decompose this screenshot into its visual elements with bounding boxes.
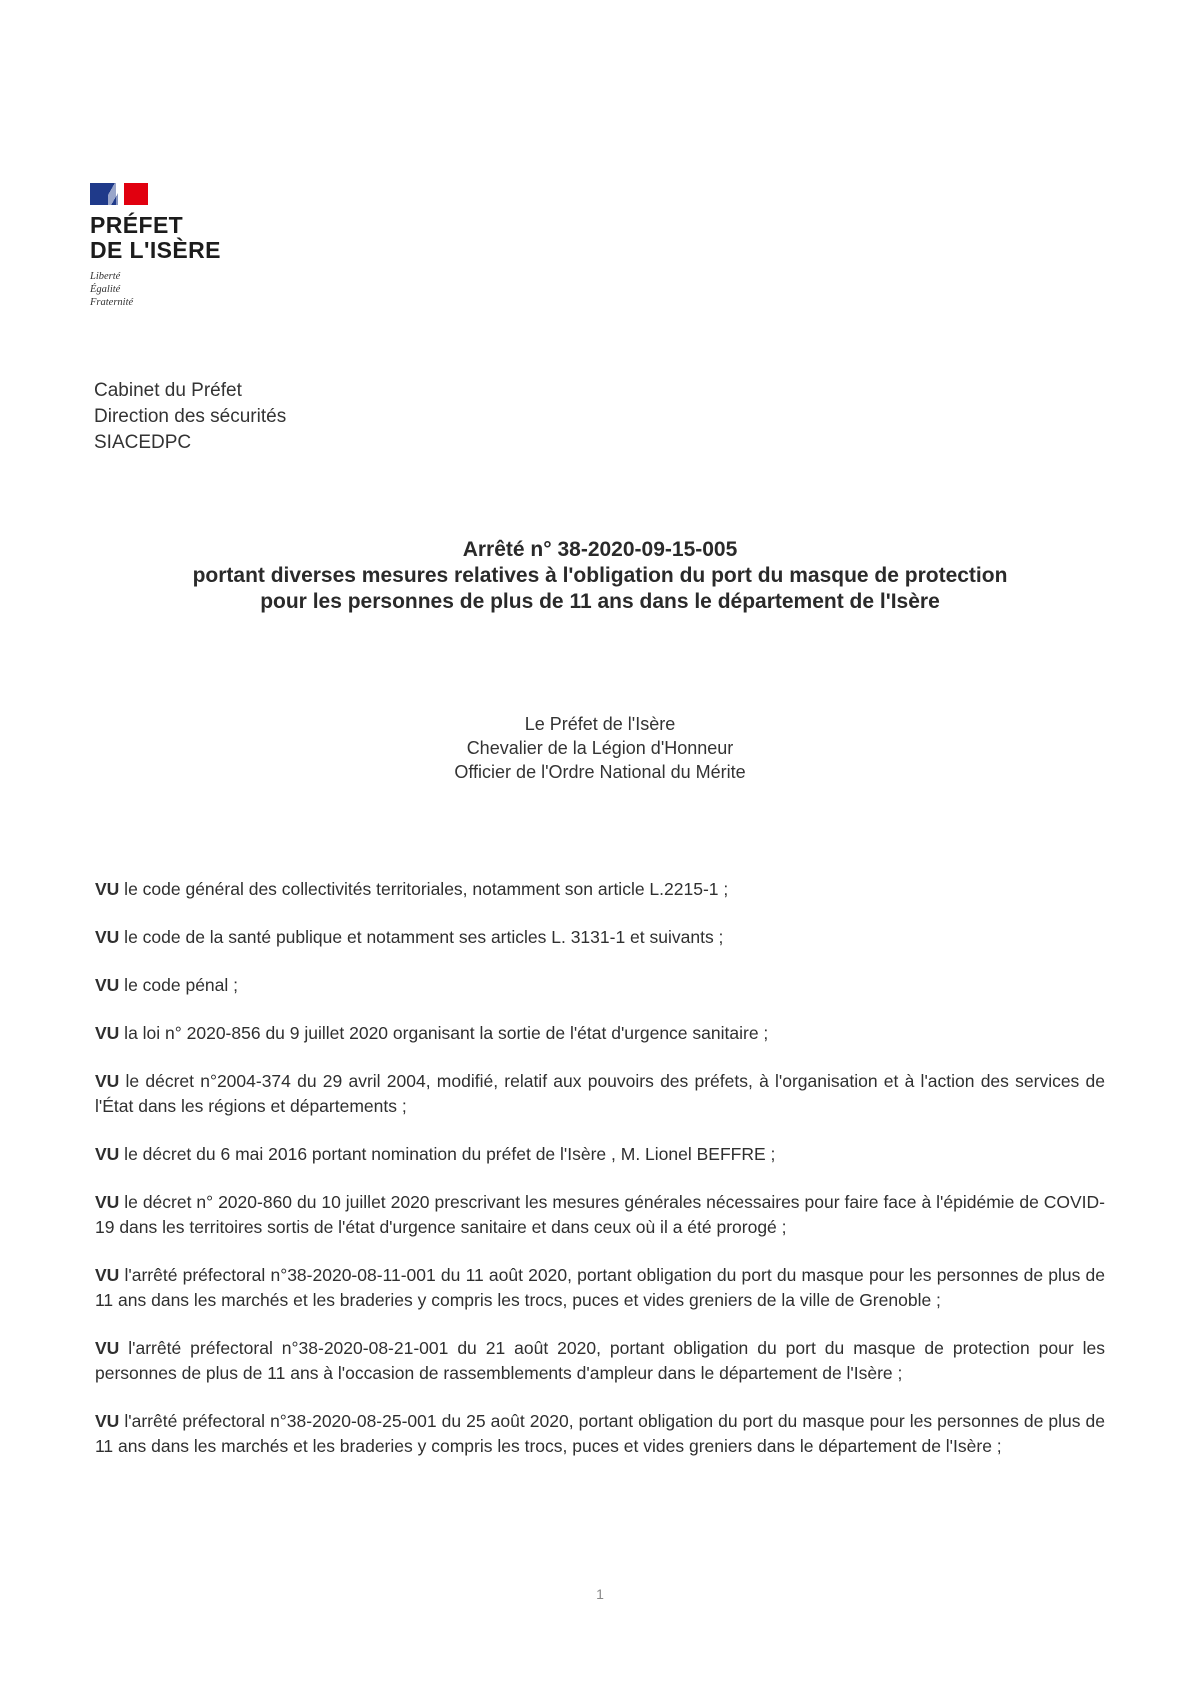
decree-number: Arrêté n° 38-2020-09-15-005: [462, 538, 738, 561]
visa-item: VU le décret n° 2020-860 du 10 juillet 2020 prescrivant les mesures générales nécessaires pour faire face à l'épidémie de COVID-19 dans les territoires sortis de l'état d'urgence sanitaire et dans ceux où il a été prorogé ;: [95, 1192, 1105, 1237]
republic-motto: Liberté Égalité Fraternité: [90, 271, 134, 308]
service-cabinet: Cabinet du Préfet: [94, 380, 242, 401]
visa-item: VU le code de la santé publique et notamment ses articles L. 3131-1 et suivants ;: [95, 927, 724, 947]
visa-item: VU le code pénal ;: [95, 975, 239, 995]
service-direction: Direction des sécurités: [94, 406, 287, 427]
marianne-flag-icon: [90, 181, 290, 205]
visa-item: VU l'arrêté préfectoral n°38-2020-08-25-001 du 25 août 2020, portant obligation du port du masque pour les personnes de plus de 11 ans dans les marchés et les braderies y compris les trocs, puces et vides greniers dans le département de l'Isère ;: [95, 1411, 1105, 1456]
issuing-service: [94, 378, 286, 456]
visa-item: VU le code général des collectivités territoriales, notamment son article L.2215-1 ;: [95, 879, 729, 899]
decree-subject-line-1: portant diverses mesures relatives à l'obligation du port du masque de protection: [192, 564, 1008, 587]
prefect-titles: Le Préfet de l'Isère Chevalier de la Légion d'Honneur Officier de l'Ordre National du Mérite: [454, 714, 746, 782]
visa-item: VU la loi n° 2020-856 du 9 juillet 2020 organisant la sortie de l'état d'urgence sanitaire ;: [95, 1023, 769, 1043]
visa-item: VU l'arrêté préfectoral n°38-2020-08-11-001 du 11 août 2020, portant obligation du port du masque pour les personnes de plus de 11 ans dans les marchés et les braderies y compris les trocs, puces et vides greniers de la ville de Grenoble ;: [95, 1265, 1105, 1310]
visa-list: [95, 877, 1105, 1482]
decree-title: [0, 537, 1200, 615]
visa-item: VU le décret du 6 mai 2016 portant nomination du préfet de l'Isère , M. Lionel BEFFRE ;: [95, 1144, 776, 1164]
service-code: SIACEDPC: [94, 432, 192, 453]
prefecture-logo: [90, 181, 290, 309]
visa-item: VU l'arrêté préfectoral n°38-2020-08-21-001 du 21 août 2020, portant obligation du port du masque de protection pour les personnes de plus de 11 ans à l'occasion de rassemblements d'ampleur dans le département de l'Isère ;: [95, 1338, 1105, 1383]
visa-item: VU le décret n°2004-374 du 29 avril 2004, modifié, relatif aux pouvoirs des préfets, à l'organisation et à l'action des services de l'État dans les régions et départements ;: [95, 1071, 1105, 1116]
decree-subject-line-2: pour les personnes de plus de 11 ans dans le département de l'Isère: [260, 590, 940, 613]
prefecture-name: PRÉFET DE L'ISÈRE: [90, 212, 221, 263]
page-number: 1: [596, 1586, 604, 1602]
